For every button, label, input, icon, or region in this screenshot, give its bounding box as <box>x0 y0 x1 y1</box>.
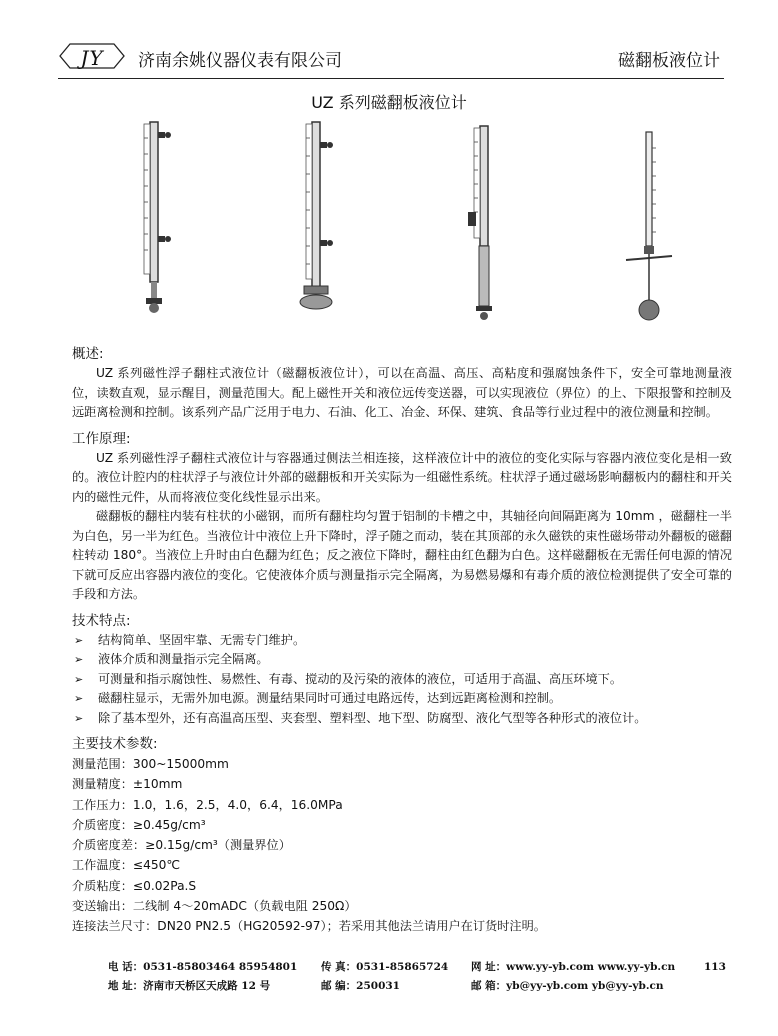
footer <box>108 958 728 996</box>
logo-text: JY <box>80 46 104 70</box>
footer-fax: 传 真：0531-85865724 <box>321 961 449 973</box>
params-heading: 主要技术参数: <box>72 736 158 752</box>
list-item <box>72 650 732 670</box>
list-item <box>72 631 732 651</box>
bullet-arrow-icon: ➢ <box>74 633 84 647</box>
company-name: 济南余姚仪器仪表有限公司 <box>138 51 342 71</box>
level-gauge-image-3 <box>458 122 508 322</box>
header <box>58 40 724 79</box>
principle-paragraph-2: 磁翻板的翻柱内装有柱状的小磁钢，而所有翻柱均匀置于铝制的卡槽之中，其轴径向间隔距离为 10mm ，磁翻柱一半为白色，另一半为红色。当液位计中液位上升下降时，浮子随之而动，装在其顶部的永久磁铁的束性磁场带动外翻板的磁翻柱转动 180°。当液位上升时由白色翻为红色；反之液位下降时，翻柱由红色翻为白色。这样磁翻板在无需任何电源的情况下就可反应出容器内液位的变化。它使液体介质与测量指示完全隔离，为易燃易爆和有毒介质的液位检测提供了安全可靠的手段和方法。 <box>72 509 732 601</box>
main-content <box>72 344 732 937</box>
feature-text: 可测量和指示腐蚀性、易燃性、有毒、搅动的及污染的液体的液位，可适用于高温、高压环境下。 <box>98 671 623 686</box>
bullet-arrow-icon: ➢ <box>74 692 84 705</box>
list-item <box>72 709 732 729</box>
param-density: 介质密度：≥0.45g/cm³ <box>72 817 206 832</box>
list-item <box>72 689 732 709</box>
overview-text: UZ 系列磁性浮子翻柱式液位计（磁翻板液位计），可以在高温、高压、高粘度和强腐蚀条件下，安全可靠地测量液位，读数直观，显示醒目，测量范围大。配上磁性开关和液位远传变送器，可以实现液位（界位）的上、下限报警和控制及远距离检测和控制。该系列产品广泛用于电力、石油、化工、冶金、环保、建筑、食品等行业过程中的液位测量和控制。 <box>72 366 732 419</box>
param-range: 测量范围：300~15000mm <box>72 757 229 771</box>
param-temperature: 工作温度：≤450℃ <box>72 858 181 873</box>
param-viscosity: 介质粘度：≤0.02Pa.S <box>72 878 197 893</box>
level-gauge-image-4 <box>620 128 680 328</box>
list-item <box>72 670 732 690</box>
bullet-arrow-icon: ➢ <box>74 653 84 666</box>
overview-heading: 概述: <box>72 346 104 362</box>
features-heading: 技术特点: <box>72 612 131 629</box>
company-logo <box>58 42 126 70</box>
footer-postcode: 邮 编：250031 <box>321 980 400 992</box>
page-number: 113 <box>704 961 726 973</box>
principle-paragraph-1: UZ 系列磁性浮子翻柱式液位计与容器通过侧法兰相连接，这样液位计中的液位的变化实际与容器内液位变化是相一致的。液位计腔内的柱状浮子与液位计外部的磁翻板和开关实际为一组磁性系统。柱状浮子通过磁场影响翻板内的翻柱和开关内的磁性元件，从而将液位变化线性显示出来。 <box>72 450 732 504</box>
param-flange: 连接法兰尺寸：DN20 PN2.5（HG20592-97）；若采用其他法兰请用户在订货时注明。 <box>72 919 546 934</box>
bullet-arrow-icon: ➢ <box>74 672 84 686</box>
footer-phone: 电 话：0531-85803464 85954801 <box>108 961 298 973</box>
page-title: UZ 系列磁翻板液位计 <box>311 93 467 112</box>
product-name: 磁翻板液位计 <box>618 51 720 71</box>
features-list <box>72 631 732 729</box>
param-density-diff: 介质密度差：≥0.15g/cm³（测量界位） <box>72 838 291 853</box>
feature-text: 液体介质和测量指示完全隔离。 <box>98 652 269 666</box>
feature-text: 除了基本型外，还有高温高压型、夹套型、塑料型、地下型、防腐型、液化气型等各种形式的液位计。 <box>98 710 647 725</box>
level-gauge-image-2 <box>290 118 340 318</box>
param-accuracy: 测量精度：±10mm <box>72 777 183 792</box>
feature-text: 结构简单、坚固牢靠、无需专门维护。 <box>98 632 306 647</box>
bullet-arrow-icon: ➢ <box>74 711 84 725</box>
principle-heading: 工作原理: <box>72 430 131 447</box>
param-pressure: 工作压力：1.0，1.6，2.5，4.0，6.4，16.0MPa <box>72 797 343 812</box>
footer-address: 地 址：济南市天桥区天成路 12 号 <box>108 980 271 992</box>
level-gauge-image-1 <box>128 118 178 318</box>
feature-text: 磁翻柱显示，无需外加电源。测量结果同时可通过电路远传，达到远距离检测和控制。 <box>98 691 562 705</box>
footer-email: 邮 箱：yb@yy-yb.com yb@yy-yb.cn <box>471 980 664 992</box>
product-images <box>120 118 680 333</box>
param-output: 变送输出：二线制 4～20mADC（负载电阻 250Ω） <box>72 899 357 914</box>
footer-website: 网 址：www.yy-yb.com www.yy-yb.cn <box>471 961 676 973</box>
